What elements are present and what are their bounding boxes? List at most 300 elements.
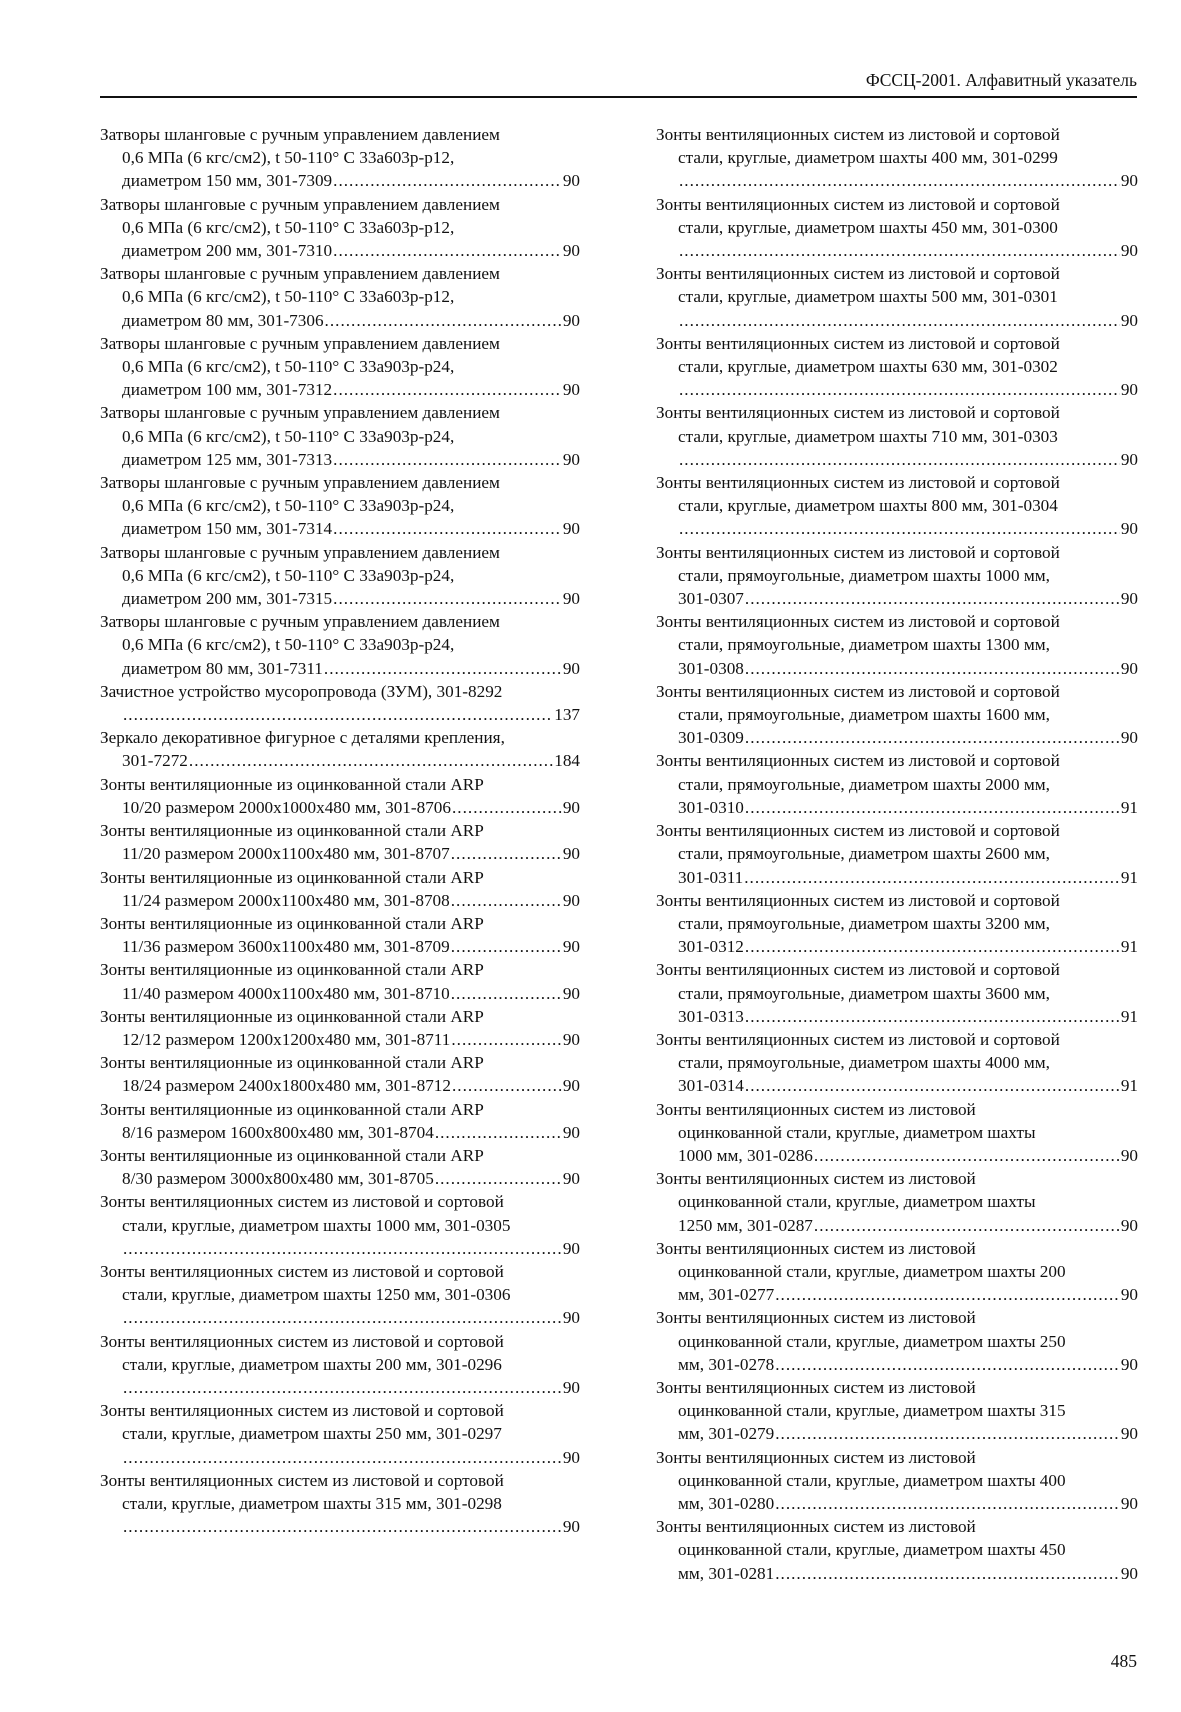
entry-line [100,773,580,796]
entry-text: диаметром 150 мм, 301-7309 [122,171,333,191]
entry-text: стали, круглые, диаметром шахты 1000 мм, 301-0305 [122,1215,511,1235]
index-entry [656,1515,1138,1585]
entry-text: 0,6 МПа (6 кгс/см2), t 50-110° C 33а603р-р12, [122,287,455,307]
entry-page-ref: 90 [1120,1215,1138,1235]
entry-line [656,146,1138,169]
entry-line [656,680,1138,703]
entry-last-line [100,703,580,726]
entry-line [100,912,580,935]
index-entry [100,1190,580,1260]
dot-leader [451,935,562,958]
entry-text: 0,6 МПа (6 кгс/см2), t 50-110° C 33а903р-р24, [122,635,455,655]
entry-text: мм, 301-0278 [678,1354,775,1374]
dot-leader [123,1515,562,1538]
entry-last-line [100,169,580,192]
entry-text: стали, круглые, диаметром шахты 250 мм, 301-0297 [122,1424,502,1444]
entry-text: Зонты вентиляционных систем из листовой и сортовой [656,751,1060,771]
entry-last-line [100,749,580,772]
entry-line [100,1098,580,1121]
entry-text: 12/12 размером 1200х1200х480 мм, 301-8711 [122,1029,451,1049]
dot-leader [679,378,1120,401]
index-entry [656,401,1138,471]
entry-page-ref: 90 [562,937,580,957]
entry-text: Затворы шланговые с ручным управлением давлением [100,125,500,144]
index-entry [656,1098,1138,1168]
entry-page-ref: 90 [1120,589,1138,609]
entry-line [100,866,580,889]
entry-text: 301-0308 [678,658,744,678]
entry-last-line [656,1422,1138,1445]
dot-leader [745,726,1120,749]
entry-text: диаметром 80 мм, 301-7306 [122,310,324,330]
entry-text: Зонты вентиляционные из оцинкованной стали ARP [100,821,484,841]
entry-line [656,912,1138,935]
entry-line [100,1260,580,1283]
entry-text: диаметром 150 мм, 301-7314 [122,519,333,539]
entry-text: 0,6 МПа (6 кгс/см2), t 50-110° C 33а903р-р24, [122,565,455,585]
index-entry [100,1469,580,1539]
entry-line [100,633,580,656]
entry-page-ref: 90 [562,1029,580,1049]
entry-line [656,262,1138,285]
entry-text: Зонты вентиляционных систем из листовой и сортовой [100,1331,504,1351]
entry-last-line [656,657,1138,680]
entry-line [656,773,1138,796]
index-entry [656,262,1138,332]
entry-line [656,1515,1138,1538]
entry-line [656,471,1138,494]
entry-last-line [656,517,1138,540]
entry-line [100,726,580,749]
entry-last-line [100,1446,580,1469]
entry-line [100,193,580,216]
entry-text: Зонты вентиляционных систем из листовой и сортовой [656,403,1060,423]
entry-last-line [656,448,1138,471]
dot-leader [123,1446,562,1469]
entry-text: оцинкованной стали, круглые, диаметром шахты [678,1192,1036,1212]
entry-page-ref: 91 [1120,797,1138,817]
entry-last-line [656,1074,1138,1097]
entry-text: 301-0309 [678,728,744,748]
entry-last-line [100,239,580,262]
entry-text: стали, прямоугольные, диаметром шахты 4000 мм, [678,1053,1050,1073]
index-entry [100,1330,580,1400]
entry-line [656,1167,1138,1190]
entry-last-line [100,517,580,540]
dot-leader [775,1283,1120,1306]
entry-line [656,982,1138,1005]
entry-page-ref: 90 [1120,380,1138,400]
entry-text: оцинкованной стали, круглые, диаметром шахты 400 [678,1470,1066,1490]
index-entry [100,332,580,402]
entry-page-ref: 90 [562,797,580,817]
entry-text: мм, 301-0279 [678,1424,775,1444]
index-entry [100,912,580,958]
entry-page-ref: 91 [1120,1076,1138,1096]
dot-leader [814,1144,1120,1167]
entry-last-line [656,1562,1138,1585]
entry-page-ref: 90 [562,589,580,609]
entry-line [100,216,580,239]
entry-text: стали, круглые, диаметром шахты 630 мм, 301-0302 [678,357,1058,377]
index-entry [100,541,580,611]
entry-last-line [656,1353,1138,1376]
entry-line [656,749,1138,772]
header-title: ФССЦ-2001. Алфавитный указатель [865,70,1137,90]
dot-leader [435,1121,562,1144]
dot-leader [775,1353,1120,1376]
dot-leader [189,749,553,772]
entry-page-ref: 90 [1120,241,1138,261]
entry-line [100,564,580,587]
entry-line [656,819,1138,842]
entry-line [100,401,580,424]
dot-leader [123,703,553,726]
entry-last-line [656,1144,1138,1167]
index-entry [100,1005,580,1051]
entry-text: Зонты вентиляционные из оцинкованной стали ARP [100,774,484,794]
index-entry [656,958,1138,1028]
entry-line [656,610,1138,633]
entry-line [100,262,580,285]
entry-line [656,285,1138,308]
entry-line [656,425,1138,448]
index-entry [100,123,580,193]
entry-page-ref: 90 [562,844,580,864]
dot-leader [745,657,1120,680]
entry-text: 301-0314 [678,1076,744,1096]
entry-text: Зонты вентиляционные из оцинкованной стали ARP [100,1145,484,1165]
entry-text: Зонты вентиляционных систем из листовой и сортовой [656,821,1060,841]
entry-text: Затворы шланговые с ручным управлением давлением [100,473,500,493]
entry-line [100,425,580,448]
entry-page-ref: 91 [1120,1006,1138,1026]
dot-leader [333,587,562,610]
entry-line [656,1098,1138,1121]
entry-page-ref: 90 [562,310,580,330]
entry-line [100,1492,580,1515]
entry-text: Затворы шланговые с ручным управлением давлением [100,542,500,562]
entry-page-ref: 90 [562,1447,580,1467]
dot-leader [451,842,562,865]
entry-page-ref: 90 [562,241,580,261]
entry-text: стали, круглые, диаметром шахты 710 мм, 301-0303 [678,426,1058,446]
index-entry [100,1260,580,1330]
dot-leader [775,1492,1120,1515]
entry-text: стали, прямоугольные, диаметром шахты 3600 мм, [678,983,1050,1003]
entry-text: оцинкованной стали, круглые, диаметром шахты 315 [678,1401,1066,1421]
entry-text: Зачистное устройство мусоропровода (ЗУМ), 301-8292 [100,681,503,701]
index-entry [656,680,1138,750]
index-entry [100,610,580,680]
dot-leader [451,889,562,912]
index-entry [656,332,1138,402]
entry-text: 0,6 МПа (6 кгс/см2), t 50-110° C 33а903р-р24, [122,426,455,446]
entry-text: диаметром 200 мм, 301-7315 [122,589,333,609]
dot-leader [333,517,562,540]
entry-page-ref: 90 [562,890,580,910]
entry-page-ref: 90 [562,983,580,1003]
dot-leader [325,309,562,332]
dot-leader [679,517,1120,540]
index-entry [100,1144,580,1190]
dot-leader [745,935,1120,958]
entry-text: стали, круглые, диаметром шахты 315 мм, 301-0298 [122,1493,502,1513]
index-entry [100,262,580,332]
index-entry [100,866,580,912]
entry-text: Затворы шланговые с ручным управлением давлением [100,194,500,214]
entry-line [100,958,580,981]
entry-last-line [656,935,1138,958]
entry-last-line [100,842,580,865]
entry-text: мм, 301-0281 [678,1563,775,1583]
entry-line [656,332,1138,355]
entry-text: 11/36 размером 3600х1100х480 мм, 301-8709 [122,937,450,957]
entry-text: стали, прямоугольные, диаметром шахты 2000 мм, [678,774,1050,794]
entry-last-line [656,309,1138,332]
entry-page-ref: 90 [1120,1285,1138,1305]
entry-last-line [100,587,580,610]
dot-leader [679,448,1120,471]
entry-text: диаметром 200 мм, 301-7310 [122,241,333,261]
entry-text: Зонты вентиляционные из оцинкованной стали ARP [100,1099,484,1119]
entry-text: Зонты вентиляционных систем из листовой и сортовой [656,612,1060,632]
entry-text: диаметром 100 мм, 301-7312 [122,380,333,400]
entry-text: Зонты вентиляционных систем из листовой [656,1447,976,1467]
entry-line [656,355,1138,378]
entry-text: оцинкованной стали, круглые, диаметром шахты [678,1122,1036,1142]
entry-line [656,494,1138,517]
entry-line [100,332,580,355]
index-entry [656,471,1138,541]
dot-leader [333,448,562,471]
entry-page-ref: 90 [1120,310,1138,330]
entry-page-ref: 90 [1120,1145,1138,1165]
entry-text: стали, круглые, диаметром шахты 200 мм, 301-0296 [122,1354,502,1374]
dot-leader [452,796,562,819]
entry-line [656,1306,1138,1329]
entry-line [656,1051,1138,1074]
entry-text: 301-0312 [678,937,744,957]
entry-text: Зонты вентиляционных систем из листовой и сортовой [656,194,1060,214]
entry-text: Зонты вентиляционных систем из листовой [656,1238,976,1258]
dot-leader [814,1214,1120,1237]
index-entry [100,1098,580,1144]
entry-line [656,1260,1138,1283]
entry-text: Зонты вентиляционные из оцинкованной стали ARP [100,960,484,980]
index-entry [100,471,580,541]
dot-leader [333,169,562,192]
entry-text: 0,6 МПа (6 кгс/см2), t 50-110° C 33а603р-р12, [122,217,455,237]
entry-line [100,541,580,564]
index-entry [656,1237,1138,1307]
index-entry [100,401,580,471]
entry-last-line [656,726,1138,749]
entry-last-line [100,935,580,958]
entry-text: Зонты вентиляционные из оцинкованной стали ARP [100,913,484,933]
entry-text: Зонты вентиляционных систем из листовой [656,1308,976,1328]
entry-text: Затворы шланговые с ручным управлением давлением [100,264,500,284]
entry-last-line [100,1306,580,1329]
entry-text: стали, круглые, диаметром шахты 800 мм, 301-0304 [678,496,1058,516]
index-column-right [656,123,1138,1585]
entry-line [656,958,1138,981]
entry-last-line [656,169,1138,192]
entry-line [100,355,580,378]
entry-line [100,1144,580,1167]
dot-leader [744,866,1120,889]
dot-leader [775,1562,1120,1585]
entry-last-line [100,1376,580,1399]
entry-text: стали, круглые, диаметром шахты 450 мм, 301-0300 [678,217,1058,237]
entry-line [100,123,580,146]
page-number: 485 [1110,1651,1137,1671]
entry-line [656,1190,1138,1213]
entry-text: оцинкованной стали, круглые, диаметром шахты 450 [678,1540,1066,1560]
entry-line [656,1446,1138,1469]
entry-page-ref: 90 [562,380,580,400]
entry-text: Зонты вентиляционных систем из листовой и сортовой [100,1401,504,1421]
entry-text: стали, круглые, диаметром шахты 400 мм, 301-0299 [678,148,1058,168]
entry-line [656,541,1138,564]
dot-leader [452,1074,562,1097]
index-entry [656,819,1138,889]
dot-leader [324,657,562,680]
entry-text: 0,6 МПа (6 кгс/см2), t 50-110° C 33а603р-р12, [122,148,455,168]
entry-text: 301-7272 [122,751,188,771]
dot-leader [745,1074,1120,1097]
entry-text: 8/16 размером 1600х800х480 мм, 301-8704 [122,1122,434,1142]
entry-text: стали, прямоугольные, диаметром шахты 1000 мм, [678,565,1050,585]
entry-text: Зонты вентиляционных систем из листовой и сортовой [100,1192,504,1212]
entry-text: Зонты вентиляционных систем из листовой и сортовой [656,333,1060,353]
entry-page-ref: 91 [1120,867,1138,887]
entry-line [100,1283,580,1306]
entry-last-line [656,796,1138,819]
entry-page-ref: 184 [554,751,580,771]
entry-last-line [656,1214,1138,1237]
dot-leader [123,1306,562,1329]
entry-page-ref: 137 [554,705,580,725]
entry-line [100,610,580,633]
entry-text: стали, прямоугольные, диаметром шахты 3200 мм, [678,913,1050,933]
entry-text: 10/20 размером 2000х1000х480 мм, 301-8706 [122,797,451,817]
entry-text: 301-0311 [678,867,744,887]
entry-line [656,1538,1138,1561]
dot-leader [333,239,562,262]
dot-leader [679,309,1120,332]
entry-last-line [100,1121,580,1144]
index-entry [656,541,1138,611]
entry-line [100,1051,580,1074]
entry-text: 11/40 размером 4000х1100х480 мм, 301-8710 [122,983,450,1003]
entry-text: 301-0310 [678,797,744,817]
entry-last-line [100,1167,580,1190]
dot-leader [745,587,1120,610]
entry-text: мм, 301-0277 [678,1285,775,1305]
entry-text: диаметром 80 мм, 301-7311 [122,658,323,678]
entry-text: Затворы шланговые с ручным управлением давлением [100,403,500,423]
entry-page-ref: 90 [1120,1493,1138,1513]
entry-text: Затворы шланговые с ручным управлением давлением [100,612,500,632]
entry-line [100,494,580,517]
entry-text: Зонты вентиляционные из оцинкованной стали ARP [100,1053,484,1073]
entry-text: Зонты вентиляционных систем из листовой и сортовой [656,890,1060,910]
entry-text: Зонты вентиляционные из оцинкованной стали ARP [100,1006,484,1026]
entry-page-ref: 90 [1120,1424,1138,1444]
entry-line [656,1330,1138,1353]
entry-text: 1250 мм, 301-0287 [678,1215,813,1235]
dot-leader [745,1005,1120,1028]
dot-leader [451,982,562,1005]
entry-line [100,146,580,169]
entry-text: диаметром 125 мм, 301-7313 [122,449,333,469]
index-entry [656,749,1138,819]
entry-text: Зонты вентиляционных систем из листовой и сортовой [100,1470,504,1490]
index-entry [656,1446,1138,1516]
dot-leader [679,239,1120,262]
entry-line [100,1190,580,1213]
entry-page-ref: 90 [562,171,580,191]
index-entry [656,123,1138,193]
index-entry [656,193,1138,263]
entry-last-line [656,239,1138,262]
dot-leader [775,1422,1120,1445]
entry-text: Зонты вентиляционных систем из листовой и сортовой [100,1261,504,1281]
entry-text: Зонты вентиляционных систем из листовой [656,1377,976,1397]
entry-line [100,1353,580,1376]
entry-last-line [100,309,580,332]
entry-page-ref: 90 [562,1122,580,1142]
entry-line [656,123,1138,146]
index-entry [656,610,1138,680]
entry-line [100,1214,580,1237]
entry-last-line [656,587,1138,610]
entry-page-ref: 91 [1120,937,1138,957]
entry-line [656,889,1138,912]
entry-last-line [100,448,580,471]
entry-line [656,1028,1138,1051]
dot-leader [451,1028,561,1051]
index-entry [100,726,580,772]
entry-line [100,680,580,703]
entry-text: Зонты вентиляционных систем из листовой и сортовой [656,681,1060,701]
entry-text: 301-0313 [678,1006,744,1026]
entry-page-ref: 90 [562,658,580,678]
entry-text: стали, прямоугольные, диаметром шахты 2600 мм, [678,844,1050,864]
page-header [100,68,1137,98]
dot-leader [123,1237,562,1260]
entry-last-line [656,866,1138,889]
dot-leader [123,1376,562,1399]
entry-last-line [100,378,580,401]
entry-text: оцинкованной стали, круглые, диаметром шахты 200 [678,1261,1066,1281]
index-entry [656,889,1138,959]
entry-page-ref: 90 [562,1517,580,1537]
entry-last-line [656,1005,1138,1028]
entry-last-line [656,378,1138,401]
entry-page-ref: 90 [562,1377,580,1397]
entry-text: стали, прямоугольные, диаметром шахты 1300 мм, [678,635,1050,655]
entry-text: Зонты вентиляционных систем из листовой и сортовой [656,264,1060,284]
entry-last-line [656,1492,1138,1515]
entry-page-ref: 90 [1120,1563,1138,1583]
index-column-left [100,123,580,1538]
entry-page-ref: 90 [1120,1354,1138,1374]
entry-page-ref: 90 [1120,449,1138,469]
entry-line [656,1376,1138,1399]
entry-page-ref: 90 [562,1076,580,1096]
